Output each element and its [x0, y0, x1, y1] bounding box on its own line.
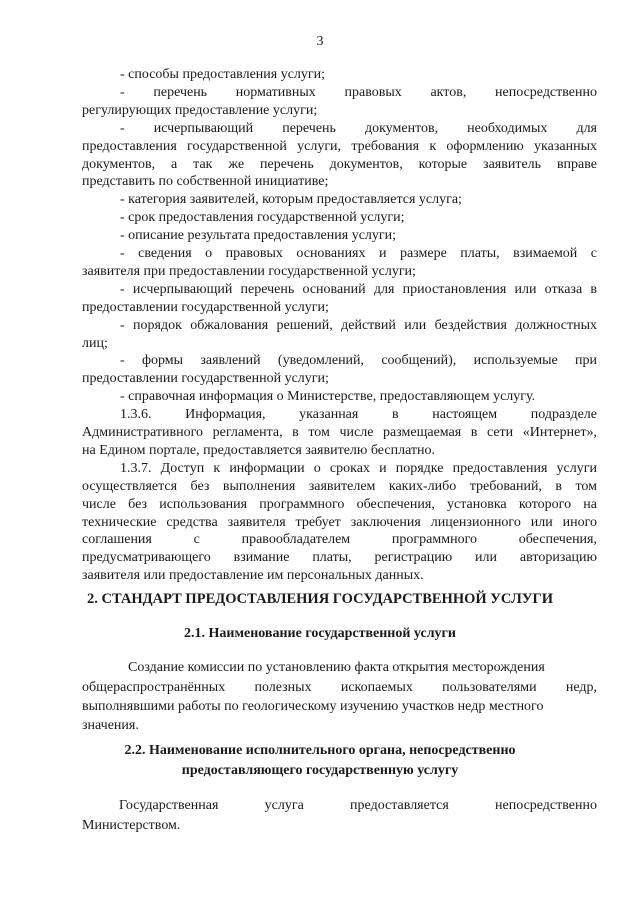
- subsection-2-title-line-1: 2.2. Наименование исполнительного органа, непосредственно: [124, 743, 516, 758]
- body-line: документов, а так же перечень документов, которые заявитель вправе: [82, 156, 597, 172]
- body-line: - перечень нормативных правовых актов, непосредственно: [120, 84, 597, 100]
- body-line: - справочная информация о Министерстве, предоставляющем услугу.: [120, 389, 536, 405]
- subsection-1-line: выполнявшими работы по геологическому изучению участков недр местного: [82, 699, 544, 714]
- body-line: на Едином портале, предоставляется заявителю бесплатно.: [82, 442, 436, 458]
- body-line: предоставления государственной услуги, требования к оформлению указанных: [82, 138, 597, 154]
- subsection-2-line: Министерством.: [82, 818, 181, 833]
- subsection-1-line: значения.: [82, 718, 139, 733]
- body-line: заявителя при предоставлении государственной услуги;: [82, 263, 416, 279]
- body-line: - категория заявителей, которым предоставляется услуга;: [120, 192, 462, 208]
- body-line: - порядок обжалования решений, действий или бездействия должностных: [120, 317, 597, 333]
- subsection-2-title-line-2: предоставляющего государственную услугу: [181, 763, 459, 778]
- body-line: - срок предоставления государственной услуги;: [120, 210, 405, 226]
- subsection-1-line: общераспространённых полезных ископаемых пользователями недр,: [82, 680, 597, 695]
- body-line: - описание результата предоставления услуги;: [120, 228, 397, 244]
- body-line: - сведения о правовых основаниях и размере платы, взимаемой с: [120, 246, 597, 261]
- subsection-1-title: 2.1. Наименование государственной услуги: [184, 626, 456, 641]
- body-line: лиц;: [82, 335, 108, 351]
- body-line: предусматривающего взимание платы, регистрацию или авторизацию: [82, 550, 597, 566]
- body-line: предоставлении государственной услуги;: [82, 299, 329, 315]
- body-line: предоставлении государственной услуги;: [82, 371, 329, 387]
- subsection-2-line: Государственная услуга предоставляется непосредственно: [119, 798, 597, 813]
- section-title: 2. СТАНДАРТ ПРЕДОСТАВЛЕНИЯ ГОСУДАРСТВЕННОЙ УСЛУГИ: [86, 591, 553, 607]
- body-line: технические средства заявителя требует заключения лицензионного или иного: [82, 514, 597, 530]
- body-line: - способы предоставления услуги;: [120, 67, 326, 82]
- body-line: 1.3.7. Доступ к информации о сроках и порядке предоставления услуги: [120, 460, 597, 476]
- body-line: регулирующих предоставление услуги;: [82, 102, 318, 118]
- body-line: осуществляется без выполнения заявителем каких-либо требований, в том: [82, 478, 597, 494]
- body-line: Административного регламента, в том числе размещаемая в сети «Интернет»,: [82, 425, 597, 440]
- body-line: - исчерпывающий перечень оснований для приостановления или отказа в: [120, 281, 597, 297]
- body-line: - формы заявлений (уведомлений, сообщений), используемые при: [120, 353, 597, 369]
- page-number: 3: [316, 34, 324, 49]
- body-line: - исчерпывающий перечень документов, необходимых для: [120, 120, 597, 136]
- body-line: числе без использования программного обеспечения, установка которого на: [82, 496, 597, 512]
- body-line: заявителя или предоставление им персональных данных.: [82, 568, 424, 584]
- subsection-1-line: Создание комиссии по установлению факта открытия месторождения: [128, 660, 545, 675]
- body-line: 1.3.6. Информация, указанная в настоящем подразделе: [120, 407, 597, 423]
- body-line: соглашения с правообладателем программного обеспечения,: [82, 532, 597, 548]
- body-line: представить по собственной инициативе;: [82, 174, 329, 190]
